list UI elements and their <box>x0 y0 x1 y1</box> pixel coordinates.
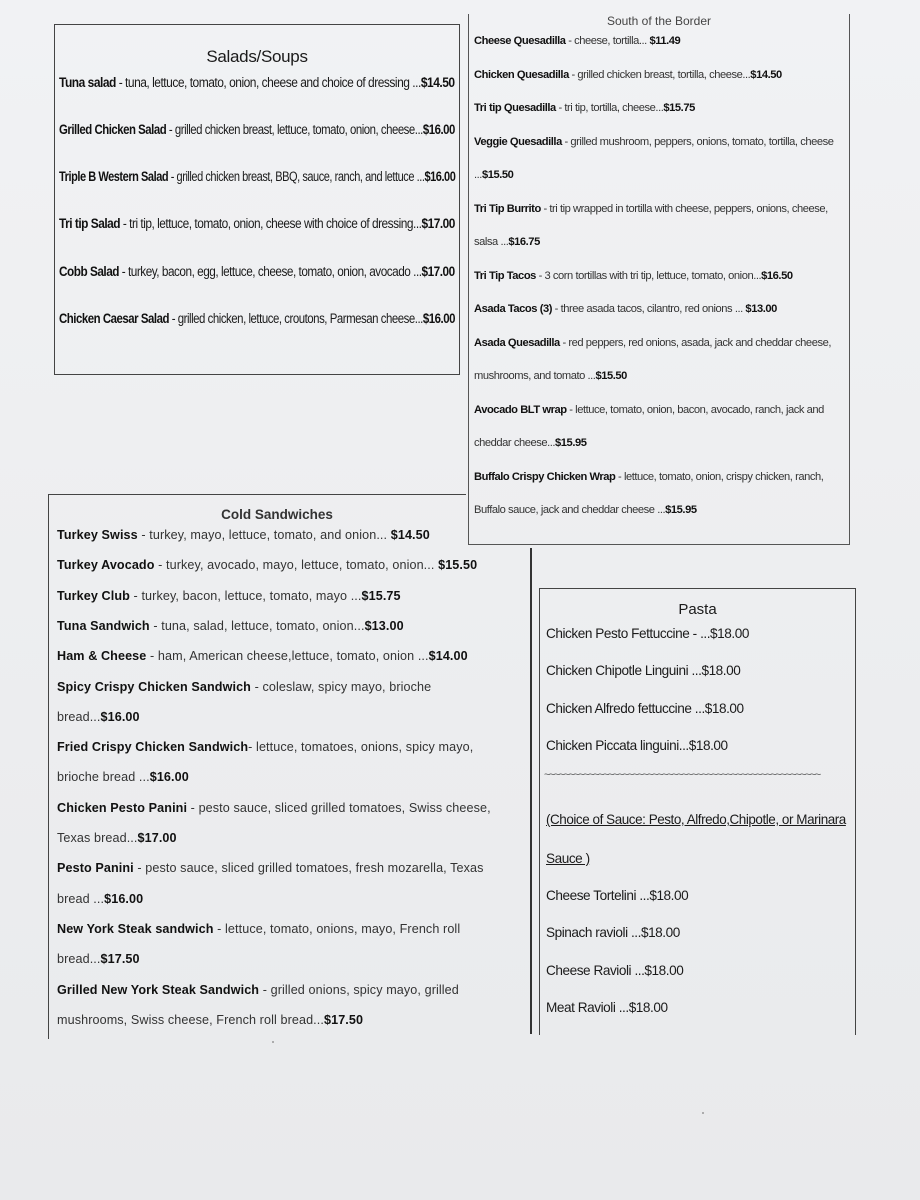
south-item <box>474 102 844 114</box>
item-description: bread ... <box>57 891 105 906</box>
item-description: - tri tip, lettuce, tomato, onion, cheese with choice of dressing... <box>120 216 422 231</box>
item-price: $17.50 <box>323 1012 364 1027</box>
cold-sandwiches-section <box>48 494 491 1039</box>
item-price: $16.00 <box>424 169 456 184</box>
item-price: $17.50 <box>100 952 140 967</box>
sandwich-item <box>57 922 460 936</box>
paper-speck <box>272 1041 274 1043</box>
item-price: $15.50 <box>595 370 627 382</box>
item-name: Grilled New York Steak Sandwich <box>57 982 260 997</box>
item-description: bread... <box>57 709 101 724</box>
item-name: Tri Tip Burrito <box>474 202 541 215</box>
item-price: $14.50 <box>420 75 455 90</box>
sandwich-item <box>57 619 404 633</box>
item-name: Ham & Cheese <box>57 649 147 664</box>
item-description: - 3 corn tortillas with tri tip, lettuce, tomato, onion... <box>535 269 762 282</box>
south-item <box>474 303 844 315</box>
south-item-continued <box>474 169 844 181</box>
salad-item <box>59 122 455 137</box>
pasta-item: Spinach ravioli ...$18.00 <box>546 925 680 941</box>
salads-soups-title: Salads/Soups <box>206 47 308 66</box>
salad-item <box>59 169 456 184</box>
pasta-sauce-note-cont: Sauce ) <box>546 851 590 866</box>
item-description: - cheese, tortilla... <box>565 35 650 47</box>
pasta-item: Meat Ravioli ...$18.00 <box>546 999 668 1015</box>
item-description: - pesto sauce, sliced grilled tomatoes, Swiss cheese, <box>187 800 491 815</box>
item-name: Buffalo Crispy Chicken Wrap <box>474 470 616 483</box>
pasta-item: Cheese Ravioli ...$18.00 <box>546 962 684 978</box>
south-item <box>474 471 844 483</box>
item-price: $17.00 <box>421 264 455 279</box>
sandwich-item <box>57 801 491 815</box>
item-description: - three asada tacos, cilantro, red onions ... <box>551 303 746 315</box>
item-name: Chicken Quesadilla <box>474 68 569 81</box>
item-description: - grilled mushroom, peppers, onions, tomato, tortilla, cheese <box>561 135 834 148</box>
sandwich-item-continued <box>57 831 177 845</box>
item-name: Cobb Salad <box>59 264 119 279</box>
cold-sandwiches-divider <box>530 548 532 1034</box>
item-name: Veggie Quesadilla <box>474 135 562 148</box>
item-description: - grilled chicken breast, BBQ, sauce, ranch, and lettuce ... <box>168 169 425 184</box>
item-name: Tri Tip Tacos <box>474 269 536 282</box>
item-price: $16.00 <box>422 122 455 137</box>
sandwich-item-continued <box>57 952 140 966</box>
sandwich-item <box>57 740 473 754</box>
item-description: - tri tip, tortilla, cheese... <box>555 102 664 114</box>
item-description: bread... <box>57 952 101 967</box>
item-description: - red peppers, red onions, asada, jack and cheddar cheese, <box>559 336 831 349</box>
item-name: Turkey Avocado <box>57 558 155 573</box>
item-name: Cheese Quesadilla <box>474 35 566 47</box>
item-price: $13.00 <box>364 618 404 633</box>
item-description: Buffalo sauce, jack and cheddar cheese ... <box>474 504 666 516</box>
item-description: - lettuce, tomato, onion, crispy chicken, ranch, <box>615 470 824 483</box>
sandwich-item <box>57 528 430 542</box>
sandwich-item <box>57 589 401 603</box>
item-name: Chicken Pesto Panini <box>57 800 188 815</box>
salad-item <box>59 264 455 279</box>
item-name: Asada Quesadilla <box>474 336 560 349</box>
sandwich-item <box>57 861 484 875</box>
sandwich-item <box>57 649 468 663</box>
sandwich-item-continued <box>57 892 143 906</box>
pasta-item: Cheese Tortelini ...$18.00 <box>546 888 689 903</box>
item-price: $13.00 <box>745 303 777 315</box>
sandwich-item <box>57 983 459 997</box>
item-price: $15.75 <box>663 102 695 114</box>
item-name: Tuna Sandwich <box>57 618 150 633</box>
item-price: $17.00 <box>137 831 177 845</box>
item-description: - coleslaw, spicy mayo, brioche <box>250 679 432 694</box>
item-name: Turkey Swiss <box>57 528 138 542</box>
item-price: $14.50 <box>390 528 430 542</box>
item-description: - grilled chicken breast, lettuce, tomato, onion, cheese... <box>166 122 423 137</box>
south-item-continued <box>474 437 844 449</box>
item-price: $15.50 <box>438 558 478 573</box>
south-item <box>474 203 844 215</box>
item-name: New York Steak sandwich <box>57 921 214 936</box>
item-description: - tuna, lettuce, tomato, onion, cheese and choice of dressing ... <box>115 75 421 90</box>
pasta-item: Chicken Alfredo fettuccine ...$18.00 <box>546 700 744 716</box>
item-description: - lettuce, tomato, onion, bacon, avocado, ranch, jack and <box>566 403 824 416</box>
item-name: Tri tip Quesadilla <box>474 102 556 114</box>
item-description: - pesto sauce, sliced grilled tomatoes, fresh mozarella, Texas <box>133 861 484 876</box>
item-description: - grilled chicken, lettuce, croutons, Parmesan cheese... <box>168 311 423 326</box>
item-description: cheddar cheese... <box>474 437 556 449</box>
south-item <box>474 35 844 47</box>
item-description: mushrooms, Swiss cheese, French roll bread... <box>57 1012 324 1027</box>
item-description: ... <box>474 169 482 181</box>
item-description: - ham, American cheese,lettuce, tomato, onion ... <box>146 649 429 664</box>
item-name: Pesto Panini <box>57 861 134 876</box>
item-name: Tri tip Salad <box>59 216 121 231</box>
item-description: brioche bread ... <box>57 770 150 785</box>
item-name: Spicy Crispy Chicken Sandwich <box>57 679 251 694</box>
item-price: $16.00 <box>422 311 455 326</box>
salad-item <box>59 216 455 231</box>
item-price: $17.00 <box>421 216 455 231</box>
item-name: Triple B Western Salad <box>59 169 169 184</box>
item-price: $15.95 <box>665 504 697 516</box>
item-description: - tuna, salad, lettuce, tomato, onion... <box>149 618 365 633</box>
item-description: - tri tip wrapped in tortilla with cheese, peppers, onions, cheese, <box>540 202 828 215</box>
item-price: $16.50 <box>761 269 793 282</box>
item-price: $16.75 <box>508 236 540 248</box>
item-price: $14.50 <box>750 68 782 81</box>
item-description: - lettuce, tomato, onions, mayo, French roll <box>213 921 461 936</box>
south-item-continued <box>474 370 844 382</box>
item-price: $15.95 <box>555 437 587 449</box>
item-description: Texas bread... <box>57 831 138 845</box>
pasta-title: Pasta <box>678 601 717 618</box>
item-name: Asada Tacos (3) <box>474 303 552 315</box>
pasta-section <box>539 588 856 1035</box>
sandwich-item-continued <box>57 770 189 784</box>
sandwich-item-continued <box>57 1013 363 1027</box>
item-description: - grilled onions, spicy mayo, grilled <box>259 982 459 997</box>
salad-item <box>59 75 455 90</box>
pasta-divider: ~~~~~~~~~~~~~~~~~~~~~~~~~~~~~~~~~~~~~~~~~~~~~~~~~~~~~~~~ <box>544 769 820 781</box>
south-item <box>474 404 844 416</box>
south-item <box>474 69 844 81</box>
item-description: - turkey, bacon, lettuce, tomato, mayo ... <box>129 588 362 603</box>
item-description: - turkey, avocado, mayo, lettuce, tomato, onion... <box>154 558 439 573</box>
item-description: - grilled chicken breast, tortilla, cheese... <box>568 68 751 81</box>
item-name: Grilled Chicken Salad <box>59 122 167 137</box>
item-name: Fried Crispy Chicken Sandwich <box>57 740 249 755</box>
sandwich-item <box>57 558 477 572</box>
sandwich-item-continued <box>57 710 140 724</box>
paper-speck <box>702 1112 704 1114</box>
item-description: mushrooms, and tomato ... <box>474 370 596 382</box>
item-description: - turkey, mayo, lettuce, tomato, and onion... <box>137 528 391 542</box>
item-description: salsa ... <box>474 236 509 248</box>
item-description: - lettuce, tomatoes, onions, spicy mayo, <box>248 740 474 755</box>
south-of-the-border-section <box>468 14 850 545</box>
cold-sandwiches-title: Cold Sandwiches <box>221 507 333 522</box>
south-item-continued <box>474 236 844 248</box>
south-item <box>474 136 844 148</box>
south-item-continued <box>474 504 844 516</box>
item-price: $11.49 <box>649 35 681 47</box>
sandwich-item <box>57 680 431 694</box>
item-price: $16.00 <box>104 891 144 906</box>
item-price: $15.75 <box>361 588 401 603</box>
item-price: $16.00 <box>149 770 189 785</box>
pasta-sauce-note: (Choice of Sauce: Pesto, Alfredo,Chipotle, or Marinara <box>546 812 846 827</box>
item-price: $16.00 <box>100 709 140 724</box>
item-description: - turkey, bacon, egg, lettuce, cheese, tomato, onion, avocado ... <box>118 264 422 279</box>
south-item <box>474 270 844 282</box>
item-price: $15.50 <box>481 169 514 181</box>
pasta-item: Chicken Piccata linguini...$18.00 <box>546 737 728 753</box>
item-name: Avocado BLT wrap <box>474 403 567 416</box>
item-name: Chicken Caesar Salad <box>59 311 169 326</box>
pasta-item: Chicken Pesto Fettuccine - ...$18.00 <box>546 626 749 641</box>
pasta-item: Chicken Chipotle Linguini ...$18.00 <box>546 663 741 679</box>
item-name: Tuna salad <box>59 75 116 90</box>
item-name: Turkey Club <box>57 588 130 603</box>
salads-soups-section <box>54 24 460 375</box>
item-price: $14.00 <box>428 649 468 664</box>
salad-item <box>59 311 455 326</box>
south-of-the-border-title: South of the Border <box>606 14 712 28</box>
south-item <box>474 337 844 349</box>
